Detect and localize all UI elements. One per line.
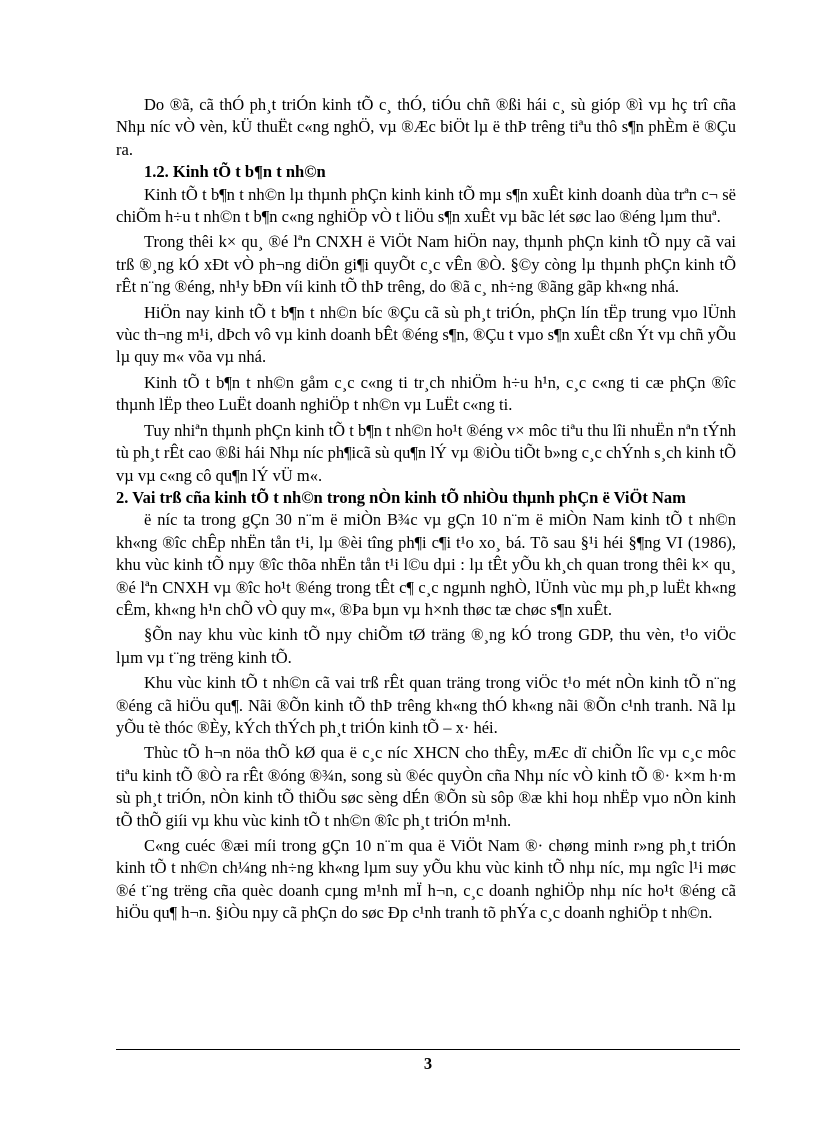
document-page (116, 94, 736, 925)
footer-divider (116, 1049, 740, 1050)
body-paragraph: ë níc ta trong gÇn 30 n¨m ë miÒn B¾c vµ gÇn 10 n¨m ë miÒn Nam kinh tÕ t nh©n kh«ng ®îc chÊp nhËn tån t¹i, lµ ®èi tîng ph¶i c¶i t¹o xo¸ bá. Tõ sau §¹i héi §¶ng VI (1986), khu vùc kinh tÕ nµy ®îc thõa nhËn tån t¹i l©u dµi : lµ tÊt yÕu kh¸ch quan trong thêi k× qu¸ ®é lªn CNXH vµ ®îc ho¹t ®éng trong tÊt c¶ c¸c ngµnh nghÒ, lÜnh vùc mµ ph¸p luËt kh«ng cÊm, kh«ng h¹n chÕ vÒ quy m«, ®Þa bµn vµ h×nh thøc tæ chøc s¶n xuÊt. (116, 510, 736, 619)
body-paragraph: Do ®ã, cã thÓ ph¸t triÓn kinh tÕ c¸ thÓ, tiÓu chñ ®ßi hái c¸ sù gióp ®ì vµ hç trî cña Nhµ níc vÒ vèn, kÜ thuËt c«ng nghÖ, vµ ®Æc biÖt lµ ë thÞ trêng tiªu thô s¶n phÈm ë ®Çu ra. (116, 95, 736, 159)
body-paragraph: Kinh tÕ t b¶n t nh©n gåm c¸c c«ng ti tr¸ch nhiÖm h÷u h¹n, c¸c c«ng ti cæ phÇn ®îc thµnh lËp theo LuËt doanh nghiÖp t nh©n vµ LuËt c«ng ti. (116, 372, 736, 415)
body-paragraph: Tuy nhiªn thµnh phÇn kinh tÕ t b¶n t nh©n ho¹t ®éng v× môc tiªu thu lîi nhuËn nªn tÝnh tù ph¸t rÊt cao ®ßi hái Nhµ níc ph¶icã sù qu¶n lÝ vµ ®iÒu tiÕt b»ng c¸c chÝnh s¸ch kinh tÕ vµ vµ c«ng cô qu¶n lÝ vÜ m«. (116, 420, 736, 485)
body-paragraph: HiÖn nay kinh tÕ t b¶n t nh©n bíc ®Çu cã sù ph¸t triÓn, phÇn lín tËp trung vµo lÜnh vùc th¬ng m¹i, dÞch vô vµ kinh doanh bÊt ®éng s¶n, ®Çu t vµo s¶n xuÊt cßn Ýt vµ chñ yÕu lµ quy m« võa vµ nhá. (116, 302, 736, 367)
body-paragraph: Thùc tÕ h¬n nöa thÕ kØ qua ë c¸c níc XHCN cho thÊy, mÆc dï chiÕn lîc vµ c¸c môc tiªu kinh tÕ ®Ò ra rÊt ®óng ®¾n, song sù ®éc quyÒn cña Nhµ níc vÒ kinh tÕ ®· k×m h·m sù ph¸t triÓn, nÒn kinh tÕ thiÕu søc sèng dÉn ®Õn sù sôp ®æ khi hoµ nhËp vµo nÒn kinh tÕ thÕ giíi vµ khu vùc kinh tÕ t nh©n ®îc ph¸t triÓn m¹nh. (116, 743, 736, 830)
page-number: 3 (423, 1054, 433, 1073)
body-paragraph: C«ng cuéc ®æi míi trong gÇn 10 n¨m qua ë ViÖt Nam ®· chøng minh r»ng ph¸t triÓn kinh tÕ t nh©n ch¼ng nh÷ng kh«ng lµm suy yÕu khu vùc kinh tÕ nhµ níc, mµ ngîc l¹i møc ®é t¨ng trëng cña quèc doanh cµng m¹nh mÏ h¬n, c¸c doanh nghiÖp nhµ níc ho¹t ®éng cã hiÖu qu¶ h¬n. §iÒu nµy cã phÇn do søc Ðp c¹nh tranh tõ phÝa c¸c doanh nghiÖp t nh©n. (116, 836, 736, 923)
section-heading-1-2: 1.2. Kinh tÕ t b¶n t nh©n (144, 162, 326, 182)
body-paragraph: Kinh tÕ t b¶n t nh©n lµ thµnh phÇn kinh kinh tÕ mµ s¶n xuÊt kinh doanh dùa trªn c¬ së chiÕm h÷u t nh©n t b¶n c«ng nghiÖp vÒ t liÖu s¶n xuÊt vµ bãc lét søc lao ®éng lµm thuª. (116, 184, 736, 227)
section-heading-2: 2. Vai trß cña kinh tÕ t nh©n trong nÒn kinh tÕ nhiÒu thµnh phÇn ë ViÖt Nam (116, 487, 686, 507)
body-paragraph: Trong thêi k× qu¸ ®é lªn CNXH ë ViÖt Nam hiÖn nay, thµnh phÇn kinh tÕ nµy cã vai trß ®¸ng kÓ xÐt vÒ ph¬ng diÖn gi¶i quyÕt c¸c vÊn ®Ò. §©y còng lµ thµnh phÇn kinh tÕ rÊt n¨ng ®éng, nh¹y bÐn víi kinh tÕ thÞ trêng, do ®ã c¸ nh÷ng ®ãng gãp kh«ng nhá. (116, 232, 736, 297)
body-paragraph: §Õn nay khu vùc kinh tÕ nµy chiÕm tØ träng ®¸ng kÓ trong GDP, thu vèn, t¹o viÖc lµm vµ t¨ng trëng kinh tÕ. (116, 625, 736, 667)
body-paragraph: Khu vùc kinh tÕ t nh©n cã vai trß rÊt quan träng trong viÖc t¹o mét nÒn kinh tÕ n¨ng ®éng cã hiÖu qu¶. Nãi ®Õn kinh tÕ thÞ trêng kh«ng thÓ kh«ng nãi ®Õn c¹nh tranh. Nã lµ yÕu tè thóc ®Èy, kÝch thÝch ph¸t triÓn kinh tÕ – x· héi. (116, 673, 736, 737)
